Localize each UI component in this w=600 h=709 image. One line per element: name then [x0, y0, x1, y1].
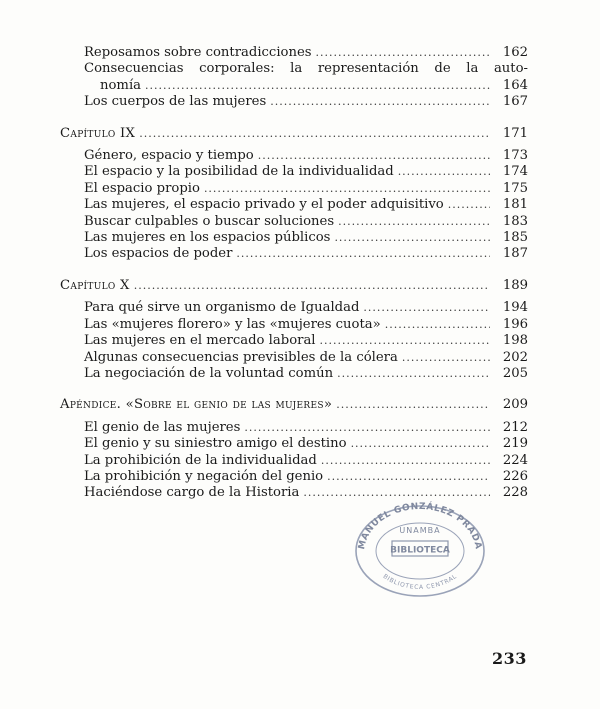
page-number: 233: [492, 649, 527, 668]
toc-entry-page: 162: [502, 45, 528, 60]
toc-entry: [84, 214, 528, 230]
toc-entry: [84, 61, 528, 94]
toc-entry-page: 181: [502, 197, 528, 213]
toc-chapter-page: 209: [502, 397, 528, 413]
toc-entry-page: 202: [502, 349, 528, 365]
toc-entry-title-cont: nomía: [100, 77, 142, 93]
toc-entry-page: 198: [502, 333, 528, 349]
library-stamp: [350, 497, 490, 597]
svg-text:MANUEL GONZÁLEZ PRADA: MANUEL GONZÁLEZ PRADA: [357, 501, 483, 551]
toc-entry-page: 212: [502, 419, 528, 435]
toc-entry-page: 194: [502, 300, 528, 316]
toc-entry-title: Las mujeres en el mercado laboral: [84, 333, 316, 349]
toc-entry-title: El espacio propio: [84, 180, 200, 196]
toc-chapter-page: 171: [502, 125, 528, 141]
toc-entry-page: 183: [502, 213, 528, 229]
toc-entry-title: Reposamos sobre contradicciones: [84, 45, 312, 60]
toc-chapter-page: 189: [502, 277, 528, 293]
toc-entry-page: 164: [502, 77, 528, 93]
toc-entry-page: 226: [502, 468, 528, 484]
toc-entry-title: Las mujeres en los espacios públicos: [84, 230, 331, 246]
toc-chapter-title: Apéndice. «Sobre el genio de las mujeres»: [60, 397, 333, 413]
toc-entry-title: El genio y su siniestro amigo el destino: [84, 436, 347, 452]
toc-entry: [84, 469, 528, 485]
toc-entry: [84, 453, 528, 469]
table-of-contents: [60, 45, 528, 502]
toc-entry: [84, 246, 528, 262]
toc-entry: [84, 317, 528, 333]
toc-chapter: [60, 278, 528, 294]
toc-entry: [84, 350, 528, 366]
toc-entry: [84, 333, 528, 349]
toc-entry-page: 174: [502, 164, 528, 180]
toc-entry: [84, 420, 528, 436]
toc-chapter: [60, 397, 528, 413]
toc-entry-page: 187: [502, 246, 528, 262]
toc-entry: [84, 45, 528, 61]
toc-entry-title: El genio de las mujeres: [84, 419, 241, 435]
toc-entry-page: 228: [502, 485, 528, 501]
toc-entry: [84, 300, 528, 316]
toc-chapter-title: Capítulo X: [60, 277, 130, 293]
toc-entry-title: Algunas consecuencias previsibles de la cólera: [84, 349, 398, 365]
toc-entry: [84, 94, 528, 110]
toc-entry-page: 167: [502, 94, 528, 110]
toc-entry-title: La prohibición y negación del genio: [84, 468, 324, 484]
toc-entry: [84, 164, 528, 180]
toc-entry-page: 196: [502, 316, 528, 332]
toc-entry-title: Género, espacio y tiempo: [84, 148, 254, 164]
toc-entry-title: La negociación de la voluntad común: [84, 365, 334, 381]
toc-entry: [84, 181, 528, 197]
toc-entry-page: 175: [502, 180, 528, 196]
toc-entry-page: 173: [502, 148, 528, 164]
toc-entry-title: Haciéndose cargo de la Historia: [84, 485, 300, 501]
toc-entry-title: Las mujeres, el espacio privado y el poder adquisitivo: [84, 197, 444, 213]
toc-entry-title: Los cuerpos de las mujeres: [84, 94, 267, 110]
svg-text:BIBLIOTECA CENTRAL: BIBLIOTECA CENTRAL: [381, 572, 459, 591]
svg-text:UNAMBA: UNAMBA: [399, 526, 441, 535]
toc-entry-page: 224: [502, 452, 528, 468]
toc-entry: [84, 148, 528, 164]
toc-entry-page: 205: [502, 365, 528, 381]
svg-text:BIBLIOTECA: BIBLIOTECA: [390, 545, 450, 556]
toc-entry-page: 185: [502, 230, 528, 246]
toc-entry: [84, 197, 528, 213]
toc-entry-title: Consecuencias corporales: la representación de la auto-: [84, 61, 528, 77]
toc-entry-page: 219: [502, 436, 528, 452]
toc-entry-title: La prohibición de la individualidad: [84, 452, 317, 468]
toc-entry: [84, 436, 528, 452]
toc-entry: [84, 366, 528, 382]
toc-chapter-title: Capítulo IX: [60, 125, 136, 141]
toc-entry-title: Para qué sirve un organismo de Igualdad: [84, 300, 360, 316]
toc-entry-title: Las «mujeres florero» y las «mujeres cuota»: [84, 316, 381, 332]
toc-entry-title: El espacio y la posibilidad de la individualidad: [84, 164, 394, 180]
toc-entry-title: Los espacios de poder: [84, 246, 233, 262]
toc-entry: [84, 230, 528, 246]
toc-chapter: [60, 126, 528, 142]
toc-entry-title: Buscar culpables o buscar soluciones: [84, 213, 335, 229]
